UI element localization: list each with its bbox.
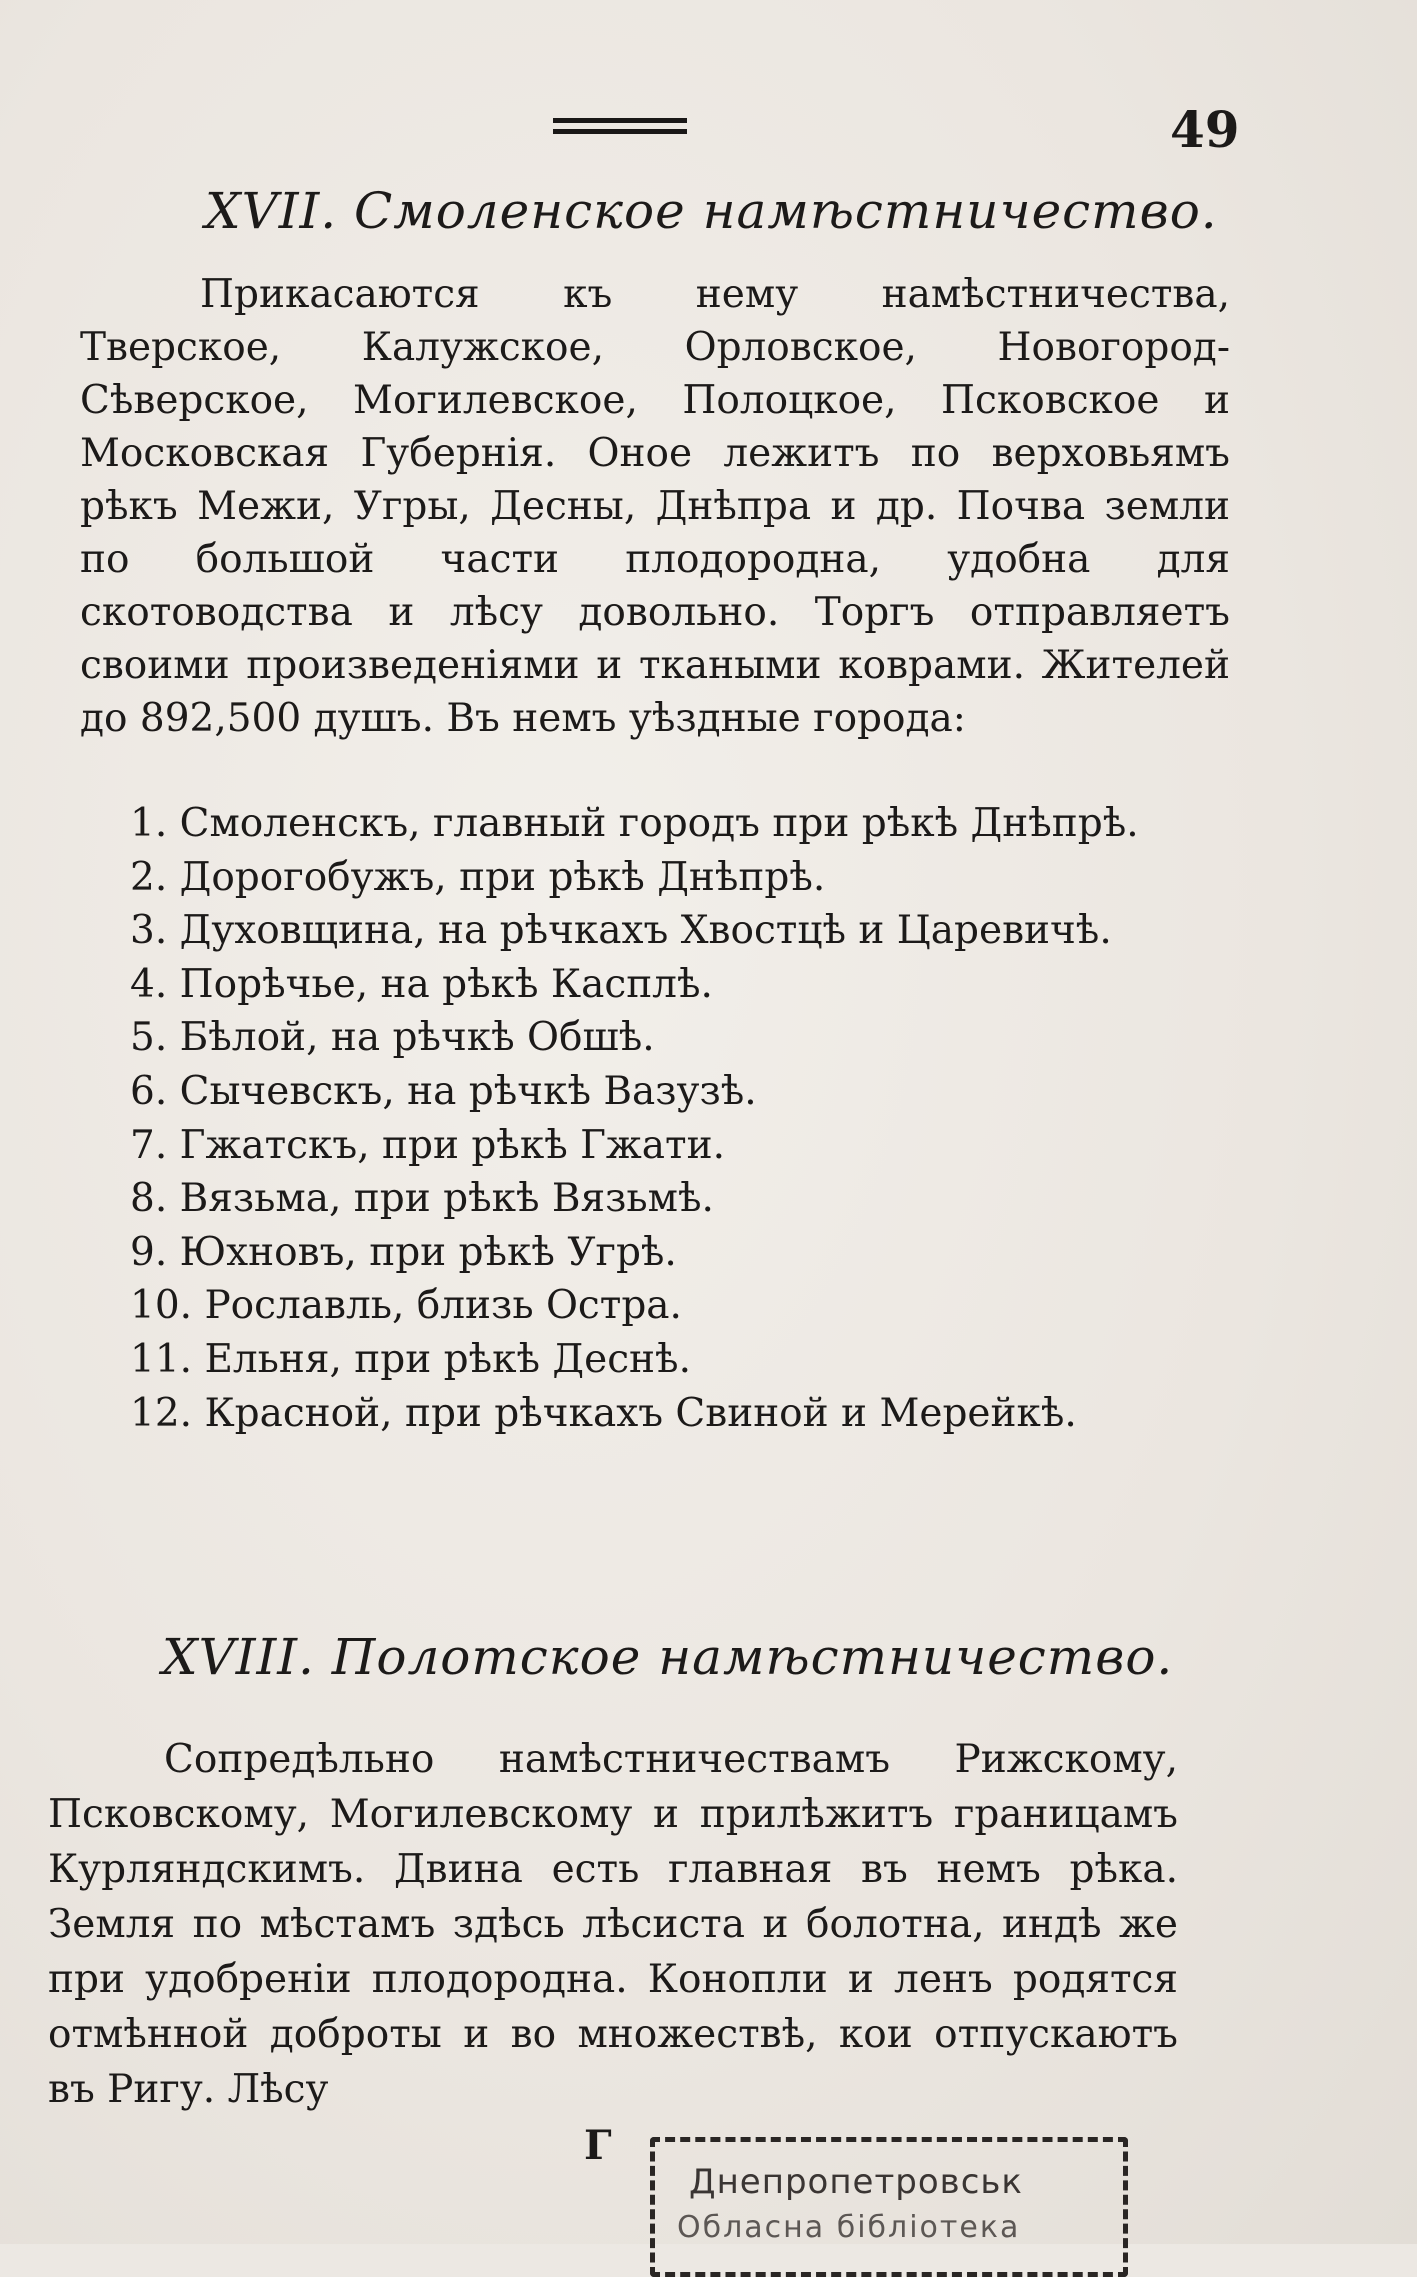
city-description: , на рѣчкѣ Обшѣ. bbox=[306, 1015, 655, 1061]
city-description: , близь Остра. bbox=[392, 1283, 682, 1329]
city-description: , при рѣкѣ Вязьмѣ. bbox=[328, 1176, 714, 1222]
city-description: , на рѣчкахъ Хвостцѣ и Царевичѣ. bbox=[413, 908, 1112, 954]
header-double-rule bbox=[553, 118, 687, 140]
city-description: , при рѣкѣ Днѣпрѣ. bbox=[434, 854, 826, 900]
city-number: 12. bbox=[130, 1390, 193, 1436]
city-name: Красной bbox=[204, 1390, 381, 1436]
city-description: , при рѣкѣ Угрѣ. bbox=[344, 1229, 677, 1275]
city-item bbox=[78, 1226, 1228, 1280]
section-title-polotsk: XVIII. Полотское намѣстничество. bbox=[162, 1628, 1174, 1686]
city-name: Бѣлой bbox=[179, 1015, 307, 1061]
city-name: Вязьма bbox=[179, 1176, 329, 1222]
city-item bbox=[78, 851, 1228, 905]
city-number: 8. bbox=[130, 1176, 168, 1222]
city-item bbox=[78, 958, 1228, 1012]
section-title-smolensk: XVII. Смоленское намѣстничество. bbox=[205, 182, 1218, 240]
stamp-line-1: Днепропетровськ bbox=[689, 2162, 1023, 2202]
city-description: , при рѣчкахъ Свиной и Мерейкѣ. bbox=[380, 1390, 1077, 1436]
city-number: 6. bbox=[130, 1068, 168, 1114]
city-number: 11. bbox=[130, 1336, 193, 1382]
library-stamp bbox=[650, 2137, 1128, 2277]
city-description: , на рѣкѣ Касплѣ. bbox=[355, 961, 713, 1007]
city-item bbox=[78, 1172, 1228, 1226]
city-name: Сычевскъ bbox=[179, 1068, 383, 1114]
city-item bbox=[78, 1011, 1228, 1065]
city-name: Смоленскъ bbox=[179, 801, 409, 846]
city-name: Юхновъ bbox=[179, 1229, 345, 1275]
city-name: Рославль bbox=[204, 1283, 392, 1329]
city-item bbox=[78, 1387, 1228, 1441]
city-number: 2. bbox=[130, 854, 168, 900]
city-description: , на рѣчкѣ Вазузѣ. bbox=[382, 1068, 757, 1114]
city-name: Гжатскъ bbox=[179, 1122, 358, 1168]
city-item bbox=[78, 797, 1228, 851]
section-paragraph-smolensk: Прикасаются къ нему намѣстничества, Тверское, Калужское, Орловское, Новогород-Сѣверское, Могилевское, Полоцкое, Псковское и Московская Губернія. Оное лежитъ по верховьямъ рѣкъ Межи, Угры, Десны, Днѣпра и др. Почва земли по большой части плодородна, удобна для скотоводства и лѣсу довольно. Торгъ отправляетъ своими произведеніями и ткаными коврами. Жителей до 892,500 душъ. Въ немъ уѣздные города: bbox=[80, 272, 1230, 741]
city-number: 9. bbox=[130, 1229, 168, 1275]
city-number: 4. bbox=[130, 961, 168, 1007]
city-number: 3. bbox=[130, 908, 168, 954]
city-item bbox=[78, 1279, 1228, 1333]
city-item bbox=[78, 904, 1228, 958]
city-item bbox=[78, 1065, 1228, 1119]
city-description: , главный городъ при рѣкѣ Днѣпрѣ. bbox=[408, 801, 1139, 846]
page-number: 49 bbox=[1170, 100, 1240, 159]
city-number: 1. bbox=[130, 801, 168, 846]
city-name: Духовщина bbox=[179, 908, 414, 954]
city-number: 7. bbox=[130, 1122, 168, 1168]
signature-mark: Г bbox=[584, 2122, 612, 2169]
city-description: , при рѣкѣ Деснѣ. bbox=[329, 1336, 691, 1382]
city-list bbox=[78, 797, 1228, 1440]
city-name: Порѣчье bbox=[179, 961, 356, 1007]
city-item bbox=[78, 1333, 1228, 1387]
section-paragraph-polotsk: Сопредѣльно намѣстничествамъ Рижскому, Псковскому, Могилевскому и прилѣжитъ границамъ Курляндскимъ. Двина есть главная въ немъ рѣка. Земля по мѣстамъ здѣсь лѣсиста и болотна, индѣ же при удобреніи плодородна. Конопли и ленъ родятся отмѣнной доброты и во множествѣ, кои отпускаютъ въ Ригу. Лѣсу bbox=[48, 1737, 1178, 2112]
city-number: 5. bbox=[130, 1015, 168, 1061]
city-name: Дорогобужъ bbox=[179, 854, 435, 900]
city-item bbox=[78, 1119, 1228, 1173]
city-description: , при рѣкѣ Гжати. bbox=[357, 1122, 726, 1168]
stamp-line-2: Обласна бібліотека bbox=[677, 2210, 1021, 2245]
city-number: 10. bbox=[130, 1283, 193, 1329]
city-name: Ельня bbox=[204, 1336, 330, 1382]
